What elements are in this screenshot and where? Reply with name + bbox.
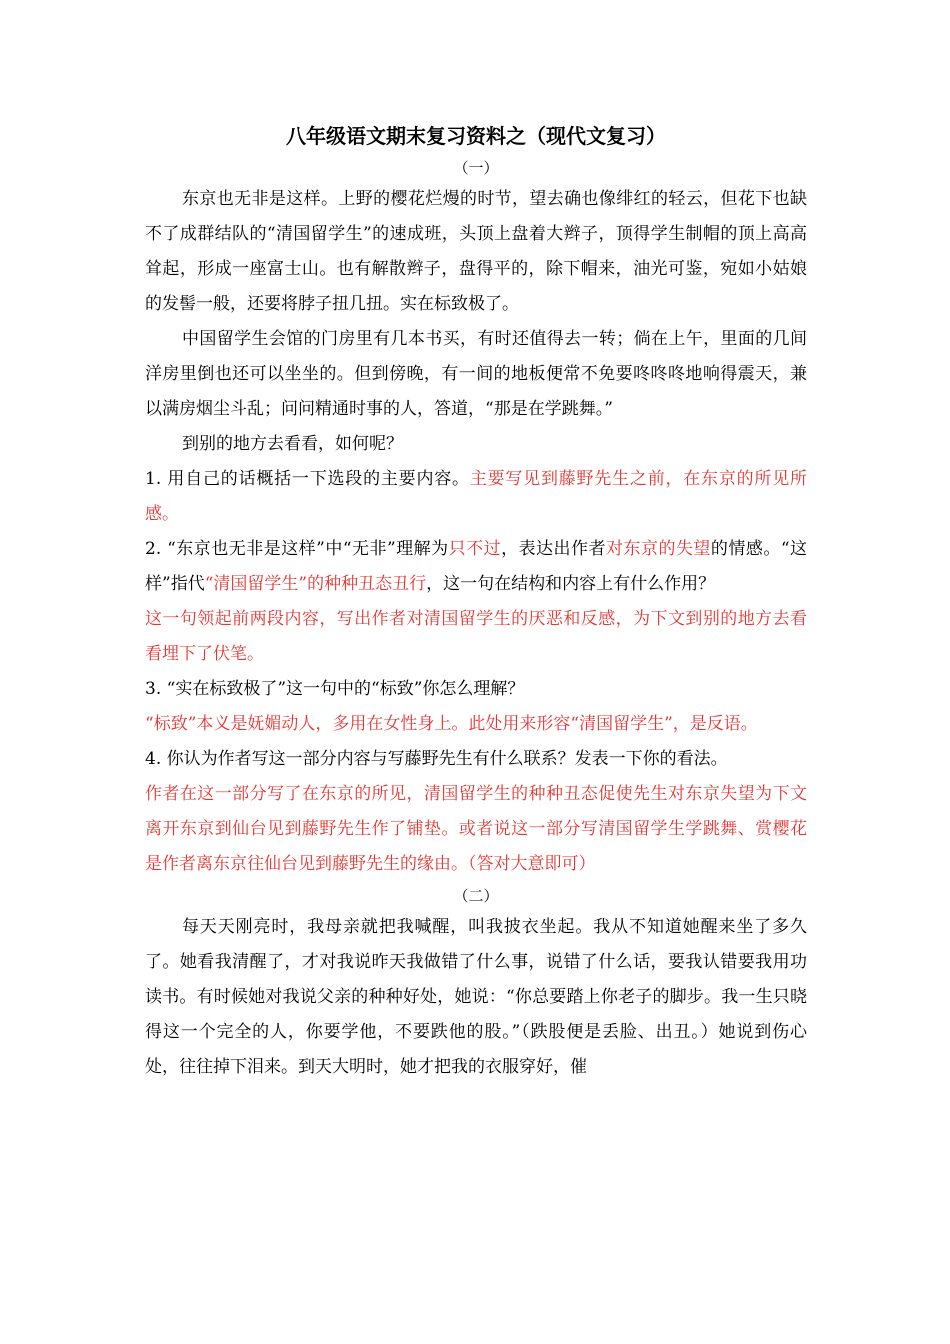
passage-two-paragraph: 每天天刚亮时，我母亲就把我喊醒，叫我披衣坐起。我从不知道她醒来坐了多久了。她看我清醒了，才对我说昨天我做错了什么事，说错了什么话，要我认错要我用功读书。有时候她对我说父亲的种种好处，她说：“你总要踏上你老子的脚步。我一生只晓得这一个完全的人，你要学他，不要跌他的股。”（跌股便是丢脸、出丑。）她说到伤心处，往往掉下泪来。到天大明时，她才把我的衣服穿好，催: [145, 917, 807, 1077]
question-2: [145, 532, 807, 602]
passage-paragraph-1: 东京也无非是这样。上野的樱花烂熳的时节，望去确也像绯红的轻云，但花下也缺不了成群结队的“清国留学生”的速成班，头顶上盘着大辫子，顶得学生制帽的顶上高高耸起，形成一座富士山。也有解散辫子，盘得平的，除下帽来，油光可鉴，宛如小姑娘的发髻一般，还要将脖子扭几扭。实在标致极了。: [145, 189, 807, 314]
answer-2-blank-3: “清国留学生”的种种丑态丑行: [204, 574, 427, 594]
answer-2-blank-2: 对东京的失望: [606, 539, 711, 559]
answer-2-blank-1: 只不过: [448, 539, 502, 559]
question-2-part-1: 2. “东京也无非是这样”中“无非”理解为: [145, 539, 449, 559]
question-3: 3. “实在标致极了”这一句中的“标致”你怎么理解？: [145, 679, 525, 699]
question-1-text: 1. 用自己的话概括一下选段的主要内容。: [145, 469, 470, 489]
question-1: [145, 462, 807, 532]
answer-2: 这一句领起前两段内容，写出作者对清国留学生的厌恶和反感，为下文到别的地方去看看埋下了伏笔。: [145, 609, 807, 664]
question-2-part-2: ，表达出作者: [501, 539, 606, 559]
section-one-mark: （一）: [453, 159, 499, 177]
answer-3: “标致”本义是妩媚动人，多用在女性身上。此处用来形容“清国留学生”，是反语。: [145, 714, 758, 734]
question-4: 4. 你认为作者写这一部分内容与写藤野先生有什么联系？发表一下你的看法。: [145, 749, 728, 769]
passage-paragraph-2: 中国留学生会馆的门房里有几本书买，有时还值得去一转；倘在上午，里面的几间洋房里倒也还可以坐坐的。但到傍晚，有一间的地板便常不免要咚咚咚地响得震天，兼以满房烟尘斗乱；问问精通时事的人，答道，“那是在学跳舞。”: [145, 329, 807, 419]
document-title: 八年级语文期末复习资料之（现代文复习）: [286, 124, 666, 148]
question-2-part-3: 的情感。“这样”指代: [145, 539, 808, 594]
question-2-part-4: ，这一句在结构和内容上有什么作用？: [426, 574, 716, 594]
answer-4: 作者在这一部分写了在东京的所见，清国留学生的种种丑态促使先生对东京失望为下文离开东京到仙台见到藤野先生作了铺垫。或者说这一部分写清国留学生学跳舞、赏樱花是作者离东京往仙台见到藤野先生的缘由。（答对大意即可）: [145, 784, 807, 874]
section-two-mark: （二）: [453, 887, 499, 905]
answer-1: 主要写见到藤野先生之前，在东京的所见所感。: [145, 469, 807, 524]
document-page: [145, 118, 807, 1085]
passage-paragraph-3: 到别的地方去看看，如何呢？: [182, 434, 403, 454]
